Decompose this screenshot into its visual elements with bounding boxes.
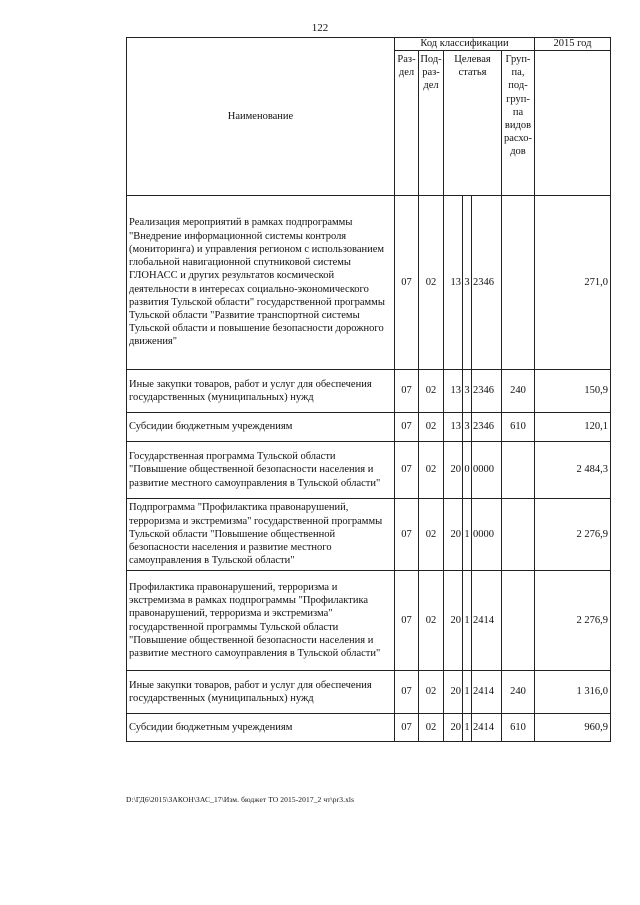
row-target-program: 20 (444, 671, 463, 714)
row-section: 07 (395, 499, 419, 571)
row-name: Реализация мероприятий в рамках подпрограммы "Внедрение информационной системы контроля (мониторинга) и управления регионом с использованием глобальной навигационной спутниковой системы ГЛОНАСС и других результатов космической деятельности в интересах социально-экономического развития Тульской области" государственной программы Тульской области "Развитие транспортной системы Тульской области и повышение безопасности дорожного движения" (127, 196, 395, 370)
table-row (127, 714, 611, 742)
row-name: Иные закупки товаров, работ и услуг для обеспечения государственных (муниципальных) нужд (127, 370, 395, 413)
row-target-program: 13 (444, 413, 463, 442)
row-expense-group (502, 442, 535, 499)
row-expense-group: 240 (502, 370, 535, 413)
row-section: 07 (395, 671, 419, 714)
row-expense-group: 610 (502, 714, 535, 742)
row-name: Профилактика правонарушений, терроризма и экстремизма в рамках подпрограммы "Профилактика правонарушений, терроризма и экстремизма" государственной программы Тульской области "Повышение общественной безопасности населения и развитие местного самоуправления в Тульской области" (127, 571, 395, 671)
table-row (127, 370, 611, 413)
header-target: Целевая статья (444, 51, 502, 196)
row-target-subprogram: 1 (463, 714, 472, 742)
header-section: Раз- дел (395, 51, 419, 196)
page-number: 122 (311, 22, 329, 34)
table-row (127, 671, 611, 714)
row-target-subprogram: 1 (463, 571, 472, 671)
row-subsection: 02 (419, 413, 444, 442)
row-subsection: 02 (419, 442, 444, 499)
row-target-direction: 2414 (472, 714, 502, 742)
row-amount: 2 276,9 (535, 499, 611, 571)
row-name: Субсидии бюджетным учреждениям (127, 714, 395, 742)
row-expense-group: 240 (502, 671, 535, 714)
row-amount: 2 276,9 (535, 571, 611, 671)
row-target-subprogram: 1 (463, 671, 472, 714)
row-subsection: 02 (419, 671, 444, 714)
table-row (127, 442, 611, 499)
row-subsection: 02 (419, 714, 444, 742)
row-section: 07 (395, 442, 419, 499)
table-row (127, 196, 611, 370)
row-section: 07 (395, 370, 419, 413)
row-target-direction: 2346 (472, 370, 502, 413)
row-subsection: 02 (419, 499, 444, 571)
row-section: 07 (395, 714, 419, 742)
row-target-subprogram: 3 (463, 196, 472, 370)
row-target-program: 20 (444, 571, 463, 671)
row-amount: 1 316,0 (535, 671, 611, 714)
row-section: 07 (395, 571, 419, 671)
row-target-direction: 2414 (472, 571, 502, 671)
row-target-direction: 0000 (472, 499, 502, 571)
header-year: 2015 год (535, 38, 611, 51)
row-target-subprogram: 3 (463, 413, 472, 442)
row-subsection: 02 (419, 370, 444, 413)
budget-table (126, 37, 611, 742)
row-target-direction: 2346 (472, 196, 502, 370)
header-expense-group: Груп- па, под- груп- па видов расхо- дов (502, 51, 535, 196)
row-target-program: 20 (444, 714, 463, 742)
row-target-subprogram: 0 (463, 442, 472, 499)
footer-file-path: D:\ГД6\2015\ЗАКОН\ЗАС_17\Изм. бюджет ТО 2015-2017_2 чт\pr3.xls (126, 795, 355, 804)
row-name: Иные закупки товаров, работ и услуг для обеспечения государственных (муниципальных) нужд (127, 671, 395, 714)
row-amount: 960,9 (535, 714, 611, 742)
row-expense-group: 610 (502, 413, 535, 442)
header-name: Наименование (127, 38, 395, 196)
row-expense-group (502, 499, 535, 571)
header-classification: Код классификации (395, 38, 535, 51)
row-expense-group (502, 571, 535, 671)
header-row-top (127, 38, 611, 51)
table-row (127, 499, 611, 571)
header-subsection: Под- раз- дел (419, 51, 444, 196)
row-amount: 2 484,3 (535, 442, 611, 499)
table-row (127, 571, 611, 671)
row-target-program: 13 (444, 196, 463, 370)
row-name: Субсидии бюджетным учреждениям (127, 413, 395, 442)
row-target-direction: 0000 (472, 442, 502, 499)
row-target-direction: 2346 (472, 413, 502, 442)
row-target-direction: 2414 (472, 671, 502, 714)
row-section: 07 (395, 196, 419, 370)
row-target-subprogram: 1 (463, 499, 472, 571)
row-subsection: 02 (419, 196, 444, 370)
row-section: 07 (395, 413, 419, 442)
row-amount: 150,9 (535, 370, 611, 413)
row-expense-group (502, 196, 535, 370)
row-target-program: 20 (444, 442, 463, 499)
row-target-program: 20 (444, 499, 463, 571)
row-name: Государственная программа Тульской области "Повышение общественной безопасности населения и развитие местного самоуправления в Тульской области" (127, 442, 395, 499)
row-amount: 120,1 (535, 413, 611, 442)
header-amount-blank (535, 51, 611, 196)
row-name: Подпрограмма "Профилактика правонарушений, терроризма и экстремизма" государственной программы Тульской области "Повышение общественной безопасности населения и развитие местного самоуправления в Тульской области" (127, 499, 395, 571)
row-amount: 271,0 (535, 196, 611, 370)
table-row (127, 413, 611, 442)
row-subsection: 02 (419, 571, 444, 671)
row-target-program: 13 (444, 370, 463, 413)
row-target-subprogram: 3 (463, 370, 472, 413)
